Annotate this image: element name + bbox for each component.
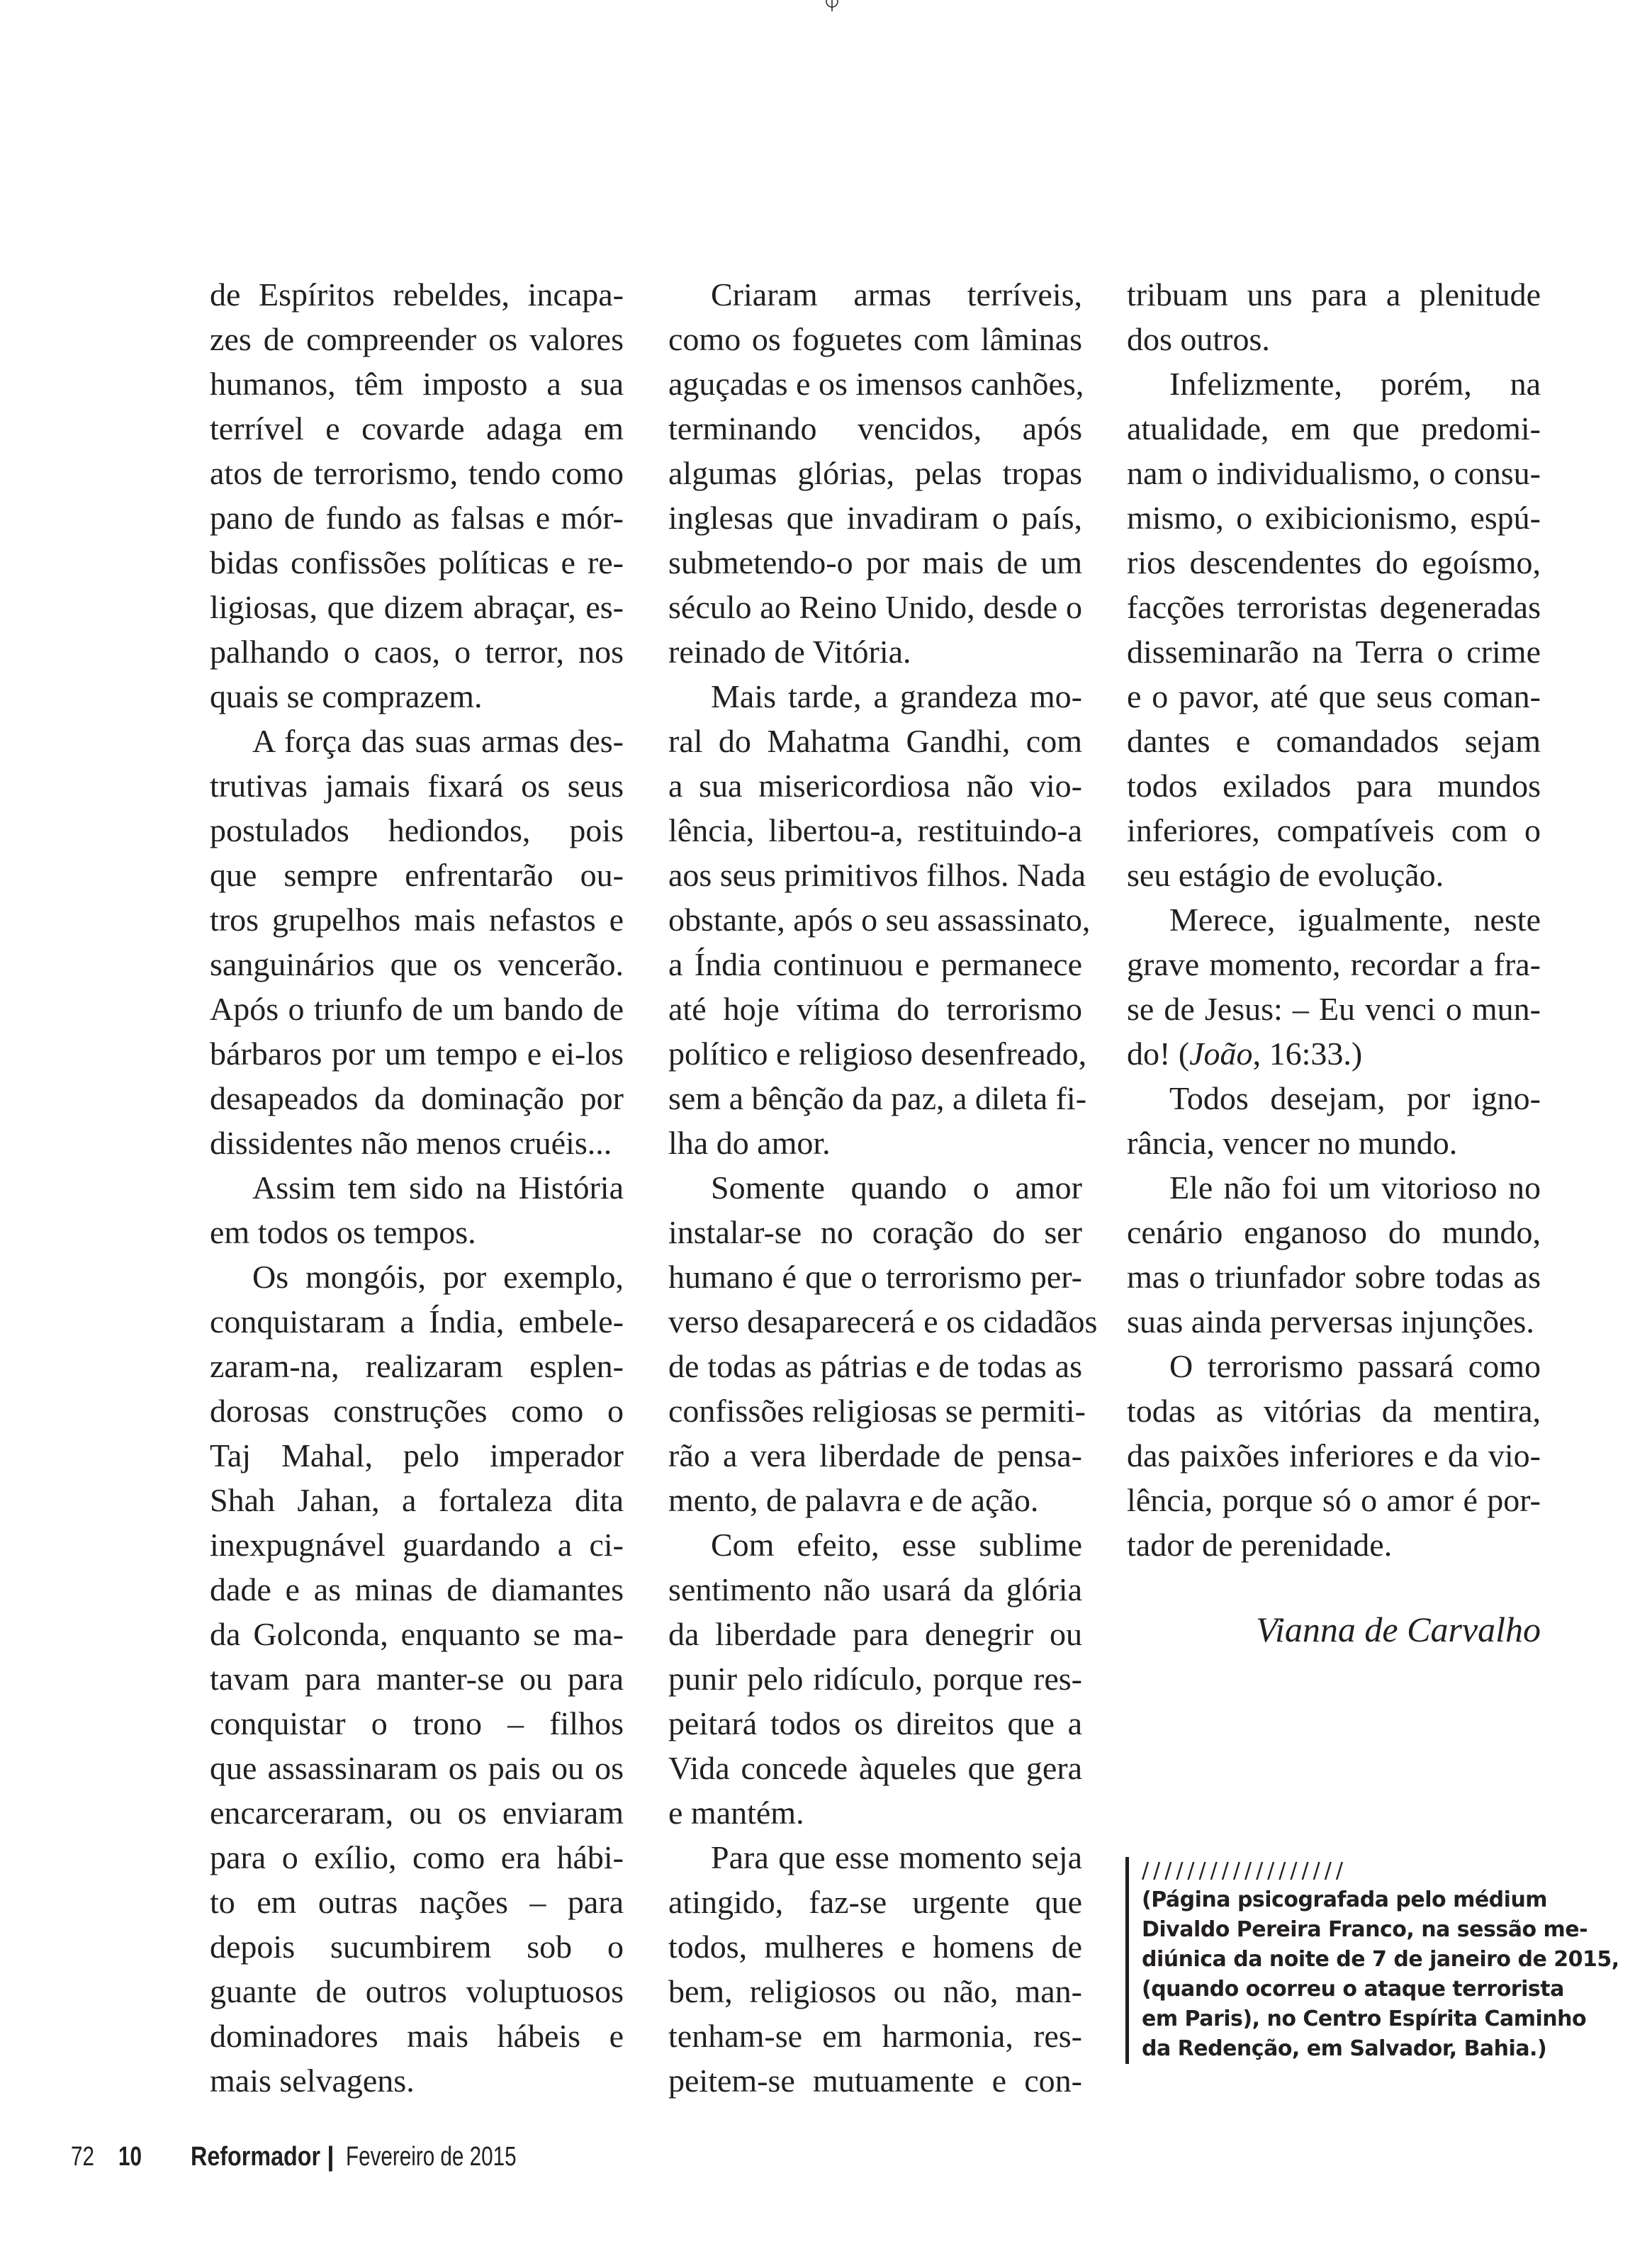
- article-line: seu estágio de evolução.: [1127, 857, 1444, 893]
- source-note-line: (Página psicografada pelo médium: [1142, 1887, 1548, 1912]
- article-line: Todos desejam, por igno-: [1169, 1080, 1541, 1116]
- article-line: aos seus primitivos filhos. Nada: [668, 857, 1086, 893]
- article-line: verso desaparecerá e os cidadãos: [668, 1303, 1098, 1340]
- article-line: disseminarão na Terra o crime: [1127, 634, 1541, 670]
- registration-mark-icon: [822, 0, 842, 11]
- article-line: A força das suas armas des-: [252, 723, 624, 759]
- article-line: inferiores, compatíveis com o: [1127, 812, 1541, 848]
- article-line: Infelizmente, porém, na: [1169, 366, 1541, 402]
- article-line: e o pavor, até que seus coman-: [1127, 678, 1541, 714]
- article-line: O terrorismo passará como: [1169, 1348, 1541, 1384]
- article-line: peitem-se mutuamente e con-: [668, 2063, 1082, 2099]
- article-line: nam o individualismo, o consu-: [1127, 455, 1541, 491]
- issue-date: Fevereiro de 2015: [346, 2142, 517, 2172]
- article-line: palhando o caos, o terror, nos: [210, 634, 624, 670]
- article-line: atos de terrorismo, tendo como: [210, 455, 624, 491]
- article-line: atingido, faz-se urgente que: [668, 1884, 1082, 1920]
- article-line: mento, de palavra e de ação.: [668, 1482, 1039, 1518]
- article-line: que sempre enfrentarão ou-: [210, 857, 624, 893]
- footer-separator: |: [327, 2142, 335, 2172]
- article-line: facções terroristas degeneradas: [1127, 589, 1541, 625]
- article-line: até hoje vítima do terrorismo: [668, 991, 1082, 1027]
- article-line: a sua misericordiosa não vio-: [668, 768, 1082, 804]
- article-line: terminando vencidos, após: [668, 410, 1082, 447]
- article-line: lência, libertou-a, restituindo-a: [668, 812, 1082, 848]
- article-line: inexpugnável guardando a ci-: [210, 1527, 624, 1563]
- article-line: todos exilados para mundos: [1127, 768, 1541, 804]
- citation-book: João: [1189, 1036, 1253, 1072]
- article-line: tros grupelhos mais nefastos e: [210, 902, 624, 938]
- article-line: depois sucumbirem sob o: [210, 1929, 624, 1965]
- article-line: bidas confissões políticas e re-: [210, 544, 624, 580]
- article-line: Criaram armas terríveis,: [711, 276, 1082, 313]
- article-line: humano é que o terrorismo per-: [668, 1259, 1082, 1295]
- article-column-middle: [668, 272, 1098, 2103]
- article-line: Taj Mahal, pelo imperador: [210, 1437, 624, 1474]
- article-line: Vida concede àqueles que gera: [668, 1750, 1082, 1786]
- source-note-text: [1142, 1885, 1619, 2064]
- article-line: zaram-na, realizaram esplen-: [210, 1348, 624, 1384]
- article-line: dantes e comandados sejam: [1127, 723, 1541, 759]
- article-line: todos, mulheres e homens de: [668, 1929, 1082, 1965]
- article-line: humanos, têm imposto a sua: [210, 366, 624, 402]
- article-line: mais selvagens.: [210, 2063, 415, 2099]
- article-line: grave momento, recordar a fra-: [1127, 946, 1541, 982]
- article-line: político e religioso desenfreado,: [668, 1036, 1087, 1072]
- article-line: se de Jesus: – Eu venci o mun-: [1127, 991, 1541, 1027]
- article-line: obstante, após o seu assassinato,: [668, 902, 1091, 938]
- article-line: rios descendentes do egoísmo,: [1127, 544, 1541, 580]
- article-line: dade e as minas de diamantes: [210, 1571, 624, 1607]
- author-signature: Vianna de Carvalho: [1256, 1610, 1541, 1649]
- article-line: rão a vera liberdade de pensa-: [668, 1437, 1082, 1474]
- article-line: instalar-se no coração do ser: [668, 1214, 1082, 1250]
- article-line: tribuam uns para a plenitude: [1127, 276, 1541, 313]
- article-line: e mantém.: [668, 1795, 804, 1831]
- article-line: dos outros.: [1127, 321, 1270, 357]
- article-line: tador de perenidade.: [1127, 1527, 1393, 1563]
- article-line: ligiosas, que dizem abraçar, es-: [210, 589, 624, 625]
- article-line: que assassinaram os pais ou os: [210, 1750, 624, 1786]
- article-line: da Golconda, enquanto se ma-: [210, 1616, 624, 1652]
- article-line: Ele não foi um vitorioso no: [1169, 1169, 1541, 1206]
- article-line: postulados hediondos, pois: [210, 812, 624, 848]
- article-line: to em outras nações – para: [210, 1884, 624, 1920]
- source-note: [1125, 1857, 1619, 2064]
- article-line: todas as vitórias da mentira,: [1127, 1393, 1541, 1429]
- source-note-line: Divaldo Pereira Franco, na sessão me-: [1142, 1917, 1588, 1942]
- article-line: atualidade, em que predomi-: [1127, 410, 1541, 447]
- article-line: dorosas construções como o: [210, 1393, 624, 1429]
- article-line: Somente quando o amor: [711, 1169, 1082, 1206]
- article-line: tavam para manter-se ou para: [210, 1661, 624, 1697]
- article-line: algumas glórias, pelas tropas: [668, 455, 1082, 491]
- article-line: século ao Reino Unido, desde o: [668, 589, 1082, 625]
- source-note-line: diúnica da noite de 7 de janeiro de 2015,: [1142, 1947, 1619, 1972]
- article-line: mas o triunfador sobre todas as: [1127, 1259, 1541, 1295]
- article-line: bem, religiosos ou não, man-: [668, 1973, 1082, 2009]
- article-line: trutivas jamais fixará os seus: [210, 768, 624, 804]
- article-line: encarceraram, ou os enviaram: [210, 1795, 624, 1831]
- article-line: terrível e covarde adaga em: [210, 410, 624, 447]
- article-line: como os foguetes com lâminas: [668, 321, 1082, 357]
- article-line: conquistaram a Índia, embele-: [210, 1303, 624, 1340]
- article-line: conquistar o trono – filhos: [210, 1705, 624, 1741]
- article-line: tenham-se em harmonia, res-: [668, 2018, 1082, 2054]
- article-line: Para que esse momento seja: [711, 1839, 1082, 1875]
- article-line: pano de fundo as falsas e mór-: [210, 500, 624, 536]
- article-line: punir pelo ridículo, porque res-: [668, 1661, 1082, 1697]
- article-line: Merece, igualmente, neste: [1169, 902, 1541, 938]
- article-line: peitará todos os direitos que a: [668, 1705, 1082, 1741]
- article-line: Assim tem sido na História: [252, 1169, 624, 1206]
- decorative-slashes: //////////////////: [1142, 1858, 1347, 1883]
- page-footer: [71, 2142, 565, 2172]
- article-line: Mais tarde, a grandeza mo-: [711, 678, 1082, 714]
- article-line: quais se comprazem.: [210, 678, 483, 714]
- article-line: guante de outros voluptuosos: [210, 1973, 624, 2009]
- article-line: bárbaros por um tempo e ei-los: [210, 1036, 624, 1072]
- article-line: reinado de Vitória.: [668, 634, 911, 670]
- article-line: Os mongóis, por exemplo,: [252, 1259, 624, 1295]
- article-line: das paixões inferiores e da vio-: [1127, 1437, 1541, 1474]
- article-line: suas ainda perversas injunções.: [1127, 1303, 1534, 1340]
- article-line: mismo, o exibicionismo, espú-: [1127, 500, 1541, 536]
- article-line: da liberdade para denegrir ou: [668, 1616, 1082, 1652]
- article-line: dominadores mais hábeis e: [210, 2018, 624, 2054]
- article-line: lência, porque só o amor é por-: [1127, 1482, 1541, 1518]
- article-line: inglesas que invadiram o país,: [668, 500, 1082, 536]
- page-number-outer: 72: [71, 2142, 94, 2172]
- magazine-name: Reformador: [191, 2142, 321, 2172]
- article-line: Com efeito, esse sublime: [711, 1527, 1082, 1563]
- source-note-line: da Redenção, em Salvador, Bahia.): [1142, 2036, 1547, 2061]
- source-note-line: (quando ocorreu o ataque terrorista: [1142, 1977, 1564, 2002]
- article-line: a Índia continuou e permanece: [668, 946, 1082, 982]
- page-number-inner: 10: [118, 2142, 142, 2172]
- article-line: sem a bênção da paz, a dileta fi-: [668, 1080, 1087, 1116]
- article-line: confissões religiosas se permiti-: [668, 1393, 1086, 1429]
- article-column-right: [1127, 272, 1541, 1567]
- article-line: rância, vencer no mundo.: [1127, 1125, 1458, 1161]
- article-line: lha do amor.: [668, 1125, 831, 1161]
- article-line: ral do Mahatma Gandhi, com: [668, 723, 1082, 759]
- article-line: aguçadas e os imensos canhões,: [668, 366, 1084, 402]
- article-line: do! (João, 16:33.): [1127, 1036, 1363, 1072]
- article-line: em todos os tempos.: [210, 1214, 476, 1250]
- article-line: dissidentes não menos cruéis...: [210, 1125, 612, 1161]
- article-column-left: [210, 272, 624, 2103]
- article-line: sentimento não usará da glória: [668, 1571, 1082, 1607]
- source-note-line: em Paris), no Centro Espírita Caminho: [1142, 2007, 1587, 2031]
- article-line: zes de compreender os valores: [210, 321, 624, 357]
- article-line: para o exílio, como era hábi-: [210, 1839, 624, 1875]
- article-line: sanguinários que os vencerão.: [210, 946, 624, 982]
- article-line: Shah Jahan, a fortaleza dita: [210, 1482, 624, 1518]
- article-line: de Espíritos rebeldes, incapa-: [210, 276, 624, 313]
- article-line: Após o triunfo de um bando de: [210, 991, 624, 1027]
- article-line: cenário enganoso do mundo,: [1127, 1214, 1541, 1250]
- article-line: submetendo-o por mais de um: [668, 544, 1082, 580]
- article-line: de todas as pátrias e de todas as: [668, 1348, 1082, 1384]
- article-line: desapeados da dominação por: [210, 1080, 624, 1116]
